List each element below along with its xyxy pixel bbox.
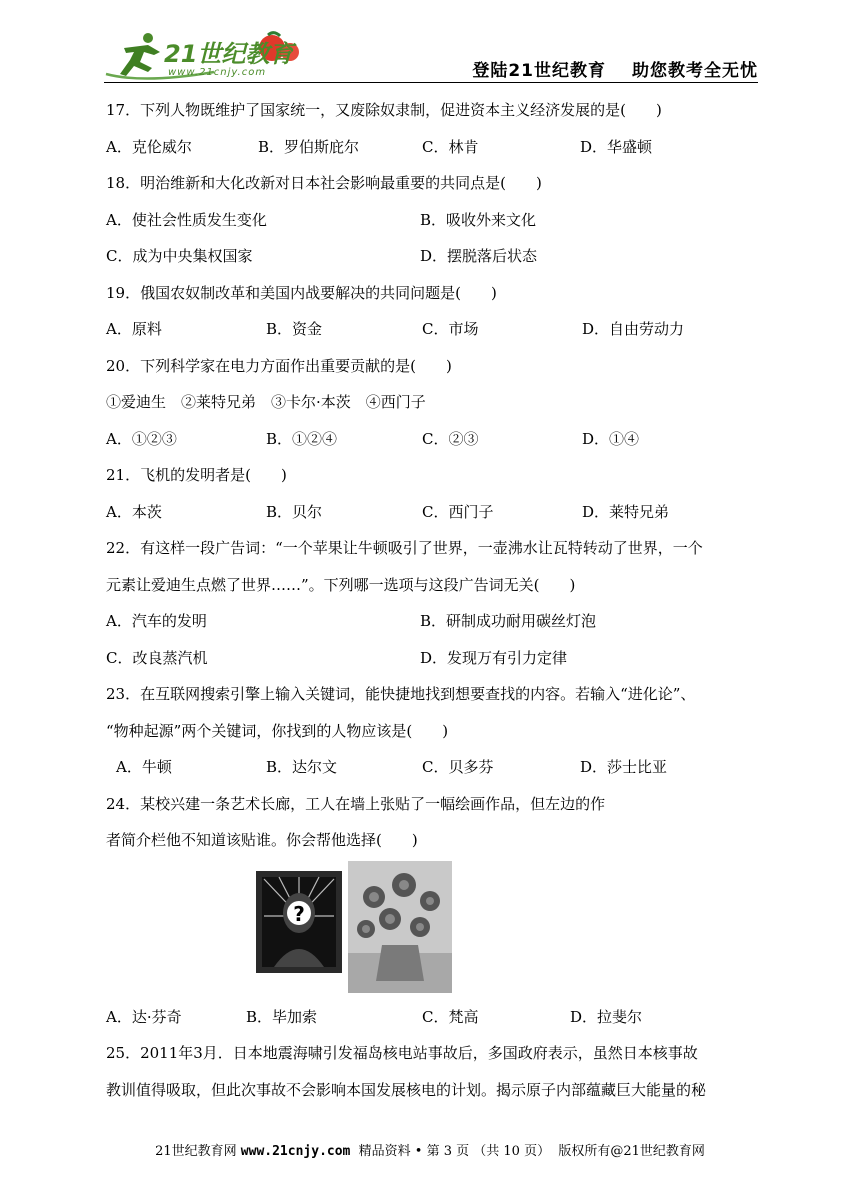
slogan-right: 助您教考全无忧 [632, 61, 758, 81]
question-17 [106, 92, 758, 165]
option-b[interactable]: B．毕加索 [246, 1007, 318, 1026]
footer-copyright: 版权所有@21世纪教育网 [558, 1144, 705, 1159]
header-divider [104, 82, 758, 83]
option-d[interactable]: D．华盛顿 [580, 137, 653, 156]
question-stem-line: 元素让爱迪生点燃了世界……”。下列哪一选项与这段广告词无关( ) [106, 575, 576, 594]
option-a[interactable]: A．牛顿 [116, 758, 172, 776]
option-a[interactable]: A．原料 [106, 320, 162, 338]
question-stem-line: 20．下列科学家在电力方面作出重要贡献的是( ) [106, 356, 452, 375]
question-stem-line: 者简介栏他不知道该贴谁。你会帮他选择( ) [106, 831, 418, 849]
option-b[interactable]: B．研制成功耐用碳丝灯泡 [420, 612, 597, 630]
page-header [104, 28, 758, 84]
option-row [106, 494, 758, 531]
question-20 [106, 348, 758, 458]
option-a[interactable]: A．本茨 [106, 502, 162, 521]
question-stem-line: 18．明治维新和大化改新对日本社会影响最重要的共同点是( ) [106, 174, 542, 192]
question-stem-line: 22．有这样一段广告词：“一个苹果让牛顿吸引了世界，一壶沸水让瓦特转动了世界，一个 [106, 539, 703, 557]
option-row [106, 749, 758, 786]
question-24 [106, 786, 758, 1036]
option-row [106, 640, 758, 677]
option-d[interactable]: D．拉斐尔 [570, 1007, 643, 1026]
question-18 [106, 165, 758, 275]
question-stem-line: “物种起源”两个关键词，你找到的人物应该是( ) [106, 721, 449, 740]
option-row [106, 421, 758, 458]
option-a[interactable]: A．使社会性质发生变化 [106, 210, 267, 229]
option-c[interactable]: C．梵高 [422, 1007, 479, 1026]
option-row [106, 202, 758, 239]
option-row [106, 311, 758, 348]
question-stem-line: 21．飞机的发明者是( ) [106, 466, 287, 484]
question-23 [106, 676, 758, 786]
footer-url: www.21cnjy.com [240, 1144, 351, 1159]
option-d[interactable]: D．自由劳动力 [582, 320, 685, 338]
option-a[interactable]: A．达·芬奇 [106, 1007, 182, 1026]
sunflowers-painting-image [348, 861, 452, 993]
question-stem-line: ①爱迪生 ②莱特兄弟 ③卡尔·本茨 ④西门子 [106, 393, 426, 411]
option-c[interactable]: C．成为中央集权国家 [106, 247, 253, 265]
option-c[interactable]: C．西门子 [422, 502, 494, 521]
footer-site: 21世纪教育网 [155, 1144, 237, 1159]
option-d[interactable]: D．发现万有引力定律 [420, 648, 568, 667]
site-logo [104, 28, 304, 82]
question-stem-line: 25．2011年3月．日本地震海啸引发福岛核电站事故后，多国政府表示，虽然日本核事故 [106, 1044, 698, 1062]
option-d[interactable]: D．莱特兄弟 [582, 502, 670, 521]
header-slogan [472, 56, 758, 81]
question-mark-glyph: ? [293, 901, 305, 926]
question-19 [106, 275, 758, 348]
option-d[interactable]: D．莎士比亚 [580, 758, 668, 776]
option-d[interactable]: D．①④ [582, 429, 640, 448]
option-b[interactable]: B．达尔文 [266, 758, 338, 776]
option-c[interactable]: C．改良蒸汽机 [106, 648, 208, 667]
option-b[interactable]: B．吸收外来文化 [420, 210, 537, 229]
option-c[interactable]: C．市场 [422, 320, 479, 338]
option-c[interactable]: C．林肯 [422, 137, 479, 156]
option-b[interactable]: B．资金 [266, 320, 323, 338]
logo-title: 21世纪教育 [164, 40, 294, 68]
question-stem-line: 23．在互联网搜索引擎上输入关键词，能快捷地找到想要查找的内容。若输入“进化论”、 [106, 685, 696, 703]
option-row [106, 603, 758, 640]
question-25 [106, 1035, 758, 1108]
option-c[interactable]: C．②③ [422, 429, 479, 448]
question-22 [106, 530, 758, 676]
question-list [106, 92, 758, 1108]
option-d[interactable]: D．摆脱落后状态 [420, 247, 538, 265]
option-b[interactable]: B．①②④ [266, 429, 338, 448]
question-stem-line: 17．下列人物既维护了国家统一，又废除奴隶制，促进资本主义经济发展的是( ) [106, 101, 662, 119]
option-c[interactable]: C．贝多芬 [422, 758, 494, 776]
slogan-left: 登陆21世纪教育 [472, 61, 606, 81]
option-row [106, 238, 758, 275]
footer-page: 第 3 页 （共 10 页） [426, 1144, 551, 1159]
mystery-artist-image [256, 871, 342, 973]
page-footer: 21世纪教育网 www.21cnjy.com 精品资料 • 第 3 页 （共 10 页） 版权所有@21世纪教育网 [155, 1144, 705, 1159]
artwork-figure [106, 859, 758, 999]
question-stem-line: 24．某校兴建一条艺术长廊，工人在墙上张贴了一幅绘画作品，但左边的作 [106, 794, 606, 813]
option-row [106, 129, 758, 166]
option-b[interactable]: B．贝尔 [266, 502, 323, 521]
question-21 [106, 457, 758, 530]
option-a[interactable]: A．①②③ [106, 429, 177, 448]
option-a[interactable]: A．汽车的发明 [106, 612, 207, 630]
question-stem-line: 教训值得吸取，但此次事故不会影响本国发展核电的计划。揭示原子内部蕴藏巨大能量的秘 [106, 1080, 707, 1099]
option-b[interactable]: B．罗伯斯庇尔 [258, 137, 360, 156]
question-stem-line: 19．俄国农奴制改革和美国内战要解决的共同问题是( ) [106, 283, 497, 302]
option-a[interactable]: A．克伦威尔 [106, 137, 192, 156]
option-row [106, 999, 758, 1036]
footer-tag: 精品资料 [358, 1144, 411, 1159]
logo-url: www.21cnjy.com [168, 67, 267, 78]
